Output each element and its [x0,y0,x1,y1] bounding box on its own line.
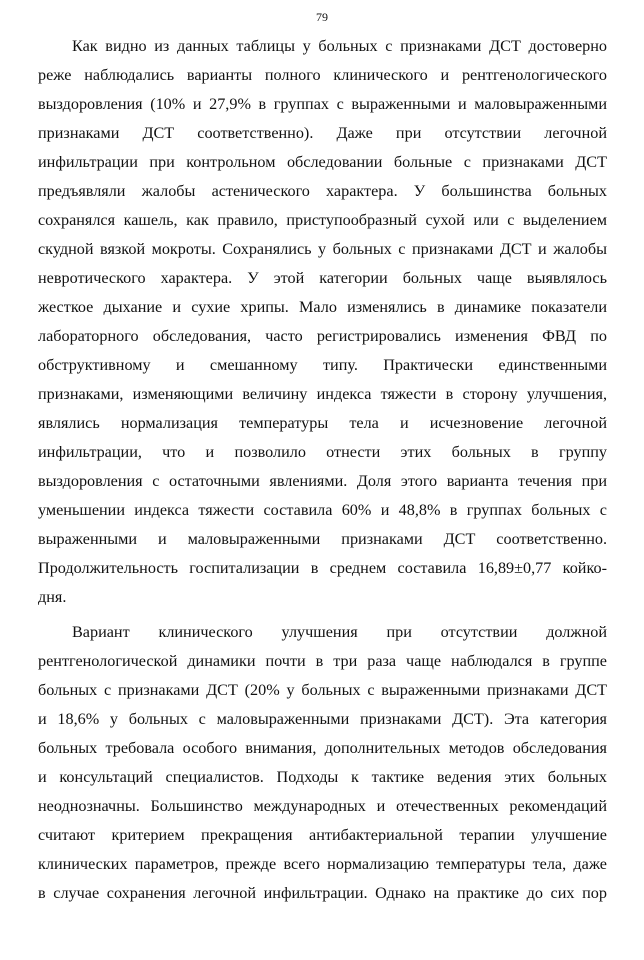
text-line: и консультаций специалистов. Подходы к тактике ведения этих больных [38,768,607,786]
text-line: в случае сохранения легочной инфильтрации. Однако на практике до сих пор [38,884,607,902]
text-line: жесткое дыхание и сухие хрипы. Мало изменялись в динамике показатели [38,298,607,316]
text-line: Продолжительность госпитализации в среднем составила 16,89±0,77 койко- [38,559,607,577]
text-line: дня. [38,588,67,606]
text-line: считают критерием прекращения антибактериальной терапии улучшение [38,826,607,844]
text-line: выраженными и маловыраженными признаками ДСТ соответственно. [38,530,607,548]
text-line: признаками, изменяющими величину индекса тяжести в сторону улучшения, [38,385,607,403]
paragraph-1 [38,32,607,612]
text-line: являлись нормализация температуры тела и исчезновение легочной [38,414,607,432]
text-line: невротического характера. У этой категории больных чаще выявлялось [38,269,607,287]
text-line: уменьшении индекса тяжести составила 60% и 48,8% в группах больных с [38,501,607,519]
text-line: больных требовала особого внимания, дополнительных методов обследования [38,739,607,757]
text-line: и 18,6% у больных с маловыраженными признаками ДСТ). Эта категория [38,710,607,728]
text-line: Как видно из данных таблицы у больных с признаками ДСТ достоверно [72,37,607,55]
text-line: больных с признаками ДСТ (20% у больных с выраженными признаками ДСТ [38,681,607,699]
document-body [38,32,607,908]
text-line: неоднозначны. Большинство международных и отечественных рекомендаций [38,797,607,815]
paragraph-2 [38,618,607,908]
text-line: выздоровления (10% и 27,9% в группах с выраженными и маловыраженными [38,95,607,113]
text-line: лабораторного обследования, часто регистрировались изменения ФВД по [38,327,607,345]
text-line: предъявляли жалобы астенического характера. У большинства больных [38,182,607,200]
text-line: обструктивному и смешанному типу. Практически единственными [38,356,607,374]
text-line: признаками ДСТ соответственно). Даже при отсутствии легочной [38,124,607,142]
text-line: Вариант клинического улучшения при отсутствии должной [72,623,607,641]
text-line: реже наблюдались варианты полного клинического и рентгенологического [38,66,607,84]
text-line: сохранялся кашель, как правило, приступообразный сухой или с выделением [38,211,607,229]
text-line: клинических параметров, прежде всего нормализацию температуры тела, даже [38,855,607,873]
text-line: рентгенологической динамики почти в три раза чаще наблюдался в группе [38,652,607,670]
text-line: выздоровления с остаточными явлениями. Доля этого варианта течения при [38,472,607,490]
page-number: 79 [316,10,328,24]
text-line: инфильтрации при контрольном обследовании больные с признаками ДСТ [38,153,607,171]
text-line: скудной вязкой мокроты. Сохранялись у больных с признаками ДСТ и жалобы [38,240,607,258]
text-line: инфильтрации, что и позволило отнести этих больных в группу [38,443,607,461]
